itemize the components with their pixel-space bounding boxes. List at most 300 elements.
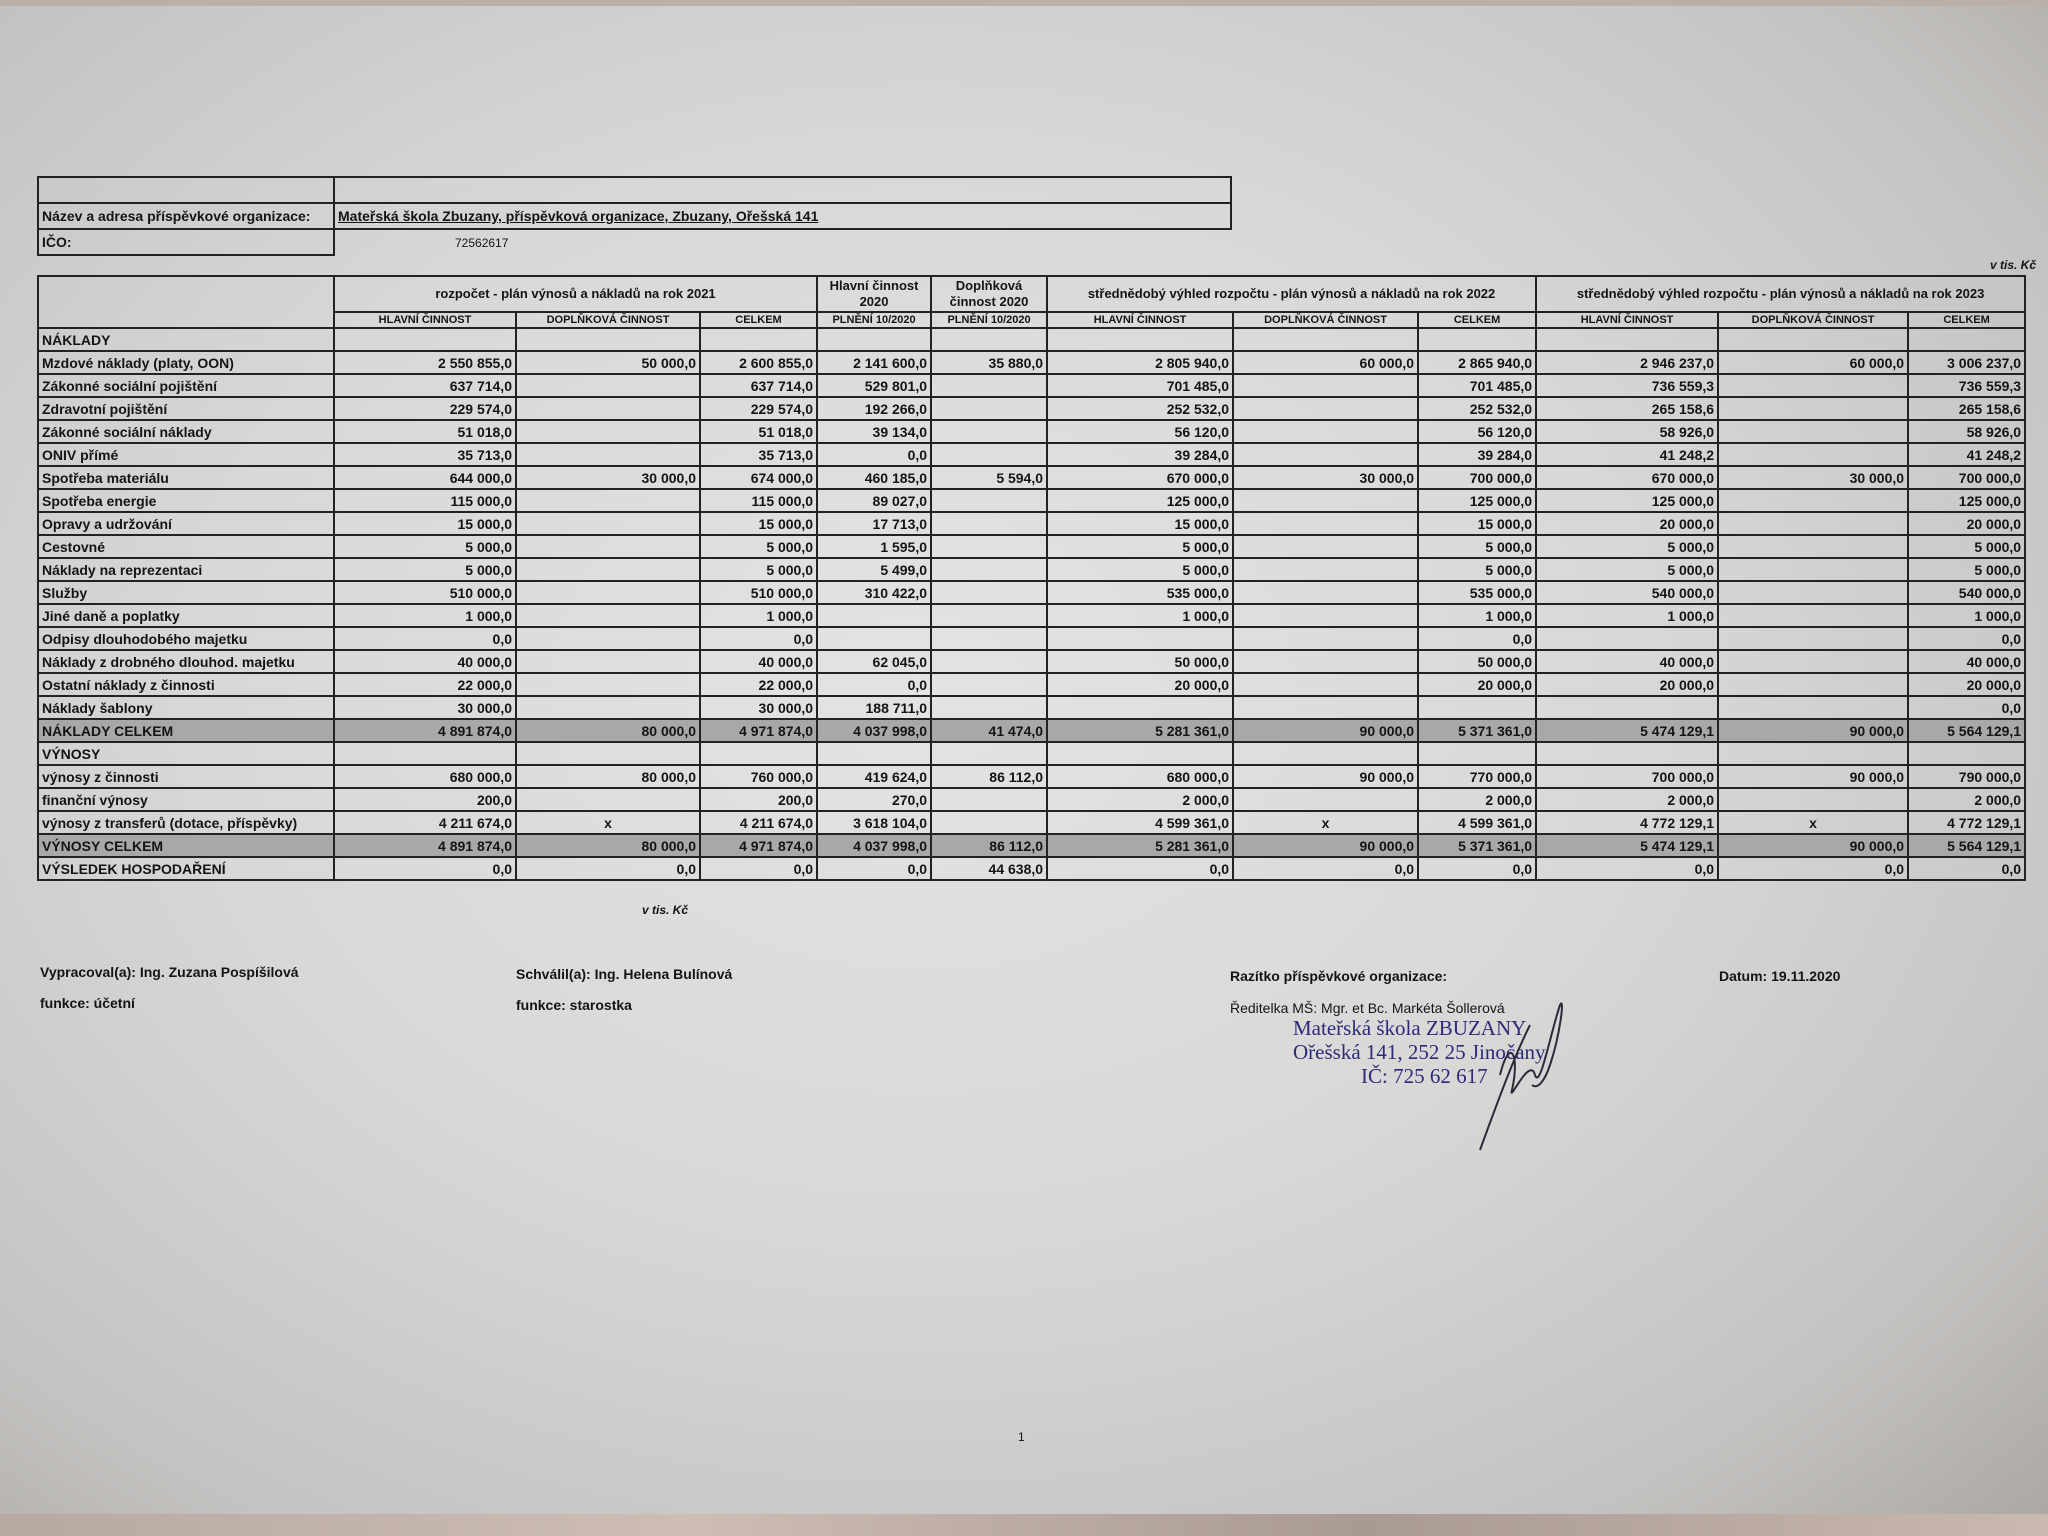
cell-value: 5 564 129,1	[1908, 834, 2025, 857]
cell-value: 5 000,0	[1908, 535, 2025, 558]
section-row	[38, 328, 2025, 351]
cell-value	[1233, 489, 1418, 512]
cell-value: 5 000,0	[1418, 535, 1536, 558]
row-label: Služby	[38, 581, 334, 604]
cell-value	[1233, 558, 1418, 581]
cell-value: 35 713,0	[700, 443, 817, 466]
cell-value: 0,0	[817, 673, 931, 696]
cell-value: 90 000,0	[1718, 719, 1908, 742]
cell-value: 4 599 361,0	[1418, 811, 1536, 834]
table-row	[38, 466, 2025, 489]
cell-value	[516, 788, 700, 811]
org-name-value: Mateřská škola Zbuzany, příspěvková organizace, Zbuzany, Ořešská 141	[334, 203, 1231, 229]
cell-value	[1418, 696, 1536, 719]
subheader-10: CELKEM	[1908, 312, 2025, 328]
table-row	[38, 351, 2025, 374]
cell-value: 58 926,0	[1536, 420, 1718, 443]
table-row	[38, 627, 2025, 650]
row-label: NÁKLADY CELKEM	[38, 719, 334, 742]
cell-value: 39 284,0	[1418, 443, 1536, 466]
cell-value: 0,0	[817, 857, 931, 880]
cell-value: 0,0	[1908, 857, 2025, 880]
cell-value: 0,0	[1047, 857, 1233, 880]
cell-value: 637 714,0	[334, 374, 516, 397]
cell-value: 41 474,0	[931, 719, 1047, 742]
cell-value	[1233, 512, 1418, 535]
cell-value	[1233, 535, 1418, 558]
cell-value: 0,0	[1233, 857, 1418, 880]
cell-value: 510 000,0	[334, 581, 516, 604]
cell-value: 0,0	[1718, 857, 1908, 880]
cell-value: 0,0	[516, 857, 700, 880]
cell-value: 0,0	[334, 857, 516, 880]
cell-value	[1536, 742, 1718, 765]
cell-value: 535 000,0	[1418, 581, 1536, 604]
cell-value: 115 000,0	[334, 489, 516, 512]
cell-value	[931, 788, 1047, 811]
organization-info-table	[37, 176, 1232, 256]
cell-value: 5 000,0	[334, 558, 516, 581]
table-row	[38, 420, 2025, 443]
cell-value	[1047, 627, 1233, 650]
cell-value	[817, 627, 931, 650]
cell-value: 4 891 874,0	[334, 719, 516, 742]
subheader-2: CELKEM	[700, 312, 817, 328]
cell-value: 40 000,0	[700, 650, 817, 673]
cell-value	[516, 673, 700, 696]
row-label: výnosy z transferů (dotace, příspěvky)	[38, 811, 334, 834]
cell-value: 4 211 674,0	[334, 811, 516, 834]
header-hc-2020: Hlavní činnost 2020	[817, 276, 931, 312]
row-label: Spotřeba energie	[38, 489, 334, 512]
cell-value	[931, 397, 1047, 420]
cell-value: 0,0	[700, 627, 817, 650]
ico-label: IČO:	[38, 229, 334, 255]
cell-value: 2 000,0	[1047, 788, 1233, 811]
cell-value	[931, 604, 1047, 627]
cell-value: 4 971 874,0	[700, 834, 817, 857]
cell-value	[931, 512, 1047, 535]
cell-value	[516, 443, 700, 466]
cell-value: 62 045,0	[817, 650, 931, 673]
cell-value	[1233, 650, 1418, 673]
cell-value: x	[1718, 811, 1908, 834]
cell-value: 1 000,0	[1536, 604, 1718, 627]
cell-value: x	[516, 811, 700, 834]
cell-value: 5 594,0	[931, 466, 1047, 489]
cell-value	[1718, 374, 1908, 397]
subheader-5: HLAVNÍ ČINNOST	[1047, 312, 1233, 328]
cell-value: 1 000,0	[1047, 604, 1233, 627]
table-row	[38, 673, 2025, 696]
cell-value	[516, 535, 700, 558]
cell-value: 58 926,0	[1908, 420, 2025, 443]
cell-value: 90 000,0	[1233, 765, 1418, 788]
table-row	[38, 788, 2025, 811]
cell-value: 310 422,0	[817, 581, 931, 604]
cell-value: 252 532,0	[1047, 397, 1233, 420]
cell-value: 39 134,0	[817, 420, 931, 443]
cell-value: 4 772 129,1	[1536, 811, 1718, 834]
cell-value	[931, 558, 1047, 581]
header-dc-2020: Doplňková činnost 2020	[931, 276, 1047, 312]
cell-value: 1 595,0	[817, 535, 931, 558]
cell-value: 760 000,0	[700, 765, 817, 788]
cell-value	[931, 328, 1047, 351]
cell-value: 5 371 361,0	[1418, 719, 1536, 742]
cell-value: 90 000,0	[1233, 719, 1418, 742]
cell-value: 1 000,0	[1908, 604, 2025, 627]
table-row	[38, 765, 2025, 788]
cell-value: 20 000,0	[1908, 512, 2025, 535]
cell-value: 30 000,0	[1718, 466, 1908, 489]
cell-value	[817, 742, 931, 765]
cell-value: 200,0	[334, 788, 516, 811]
cell-value: 644 000,0	[334, 466, 516, 489]
cell-value	[1908, 328, 2025, 351]
prepared-by: Vypracoval(a): Ing. Zuzana Pospíšilová	[40, 964, 299, 980]
cell-value: 460 185,0	[817, 466, 931, 489]
stamp-label: Razítko příspěvkové organizace:	[1230, 968, 1448, 984]
cell-value: 419 624,0	[817, 765, 931, 788]
cell-value	[1233, 788, 1418, 811]
cell-value	[1536, 696, 1718, 719]
cell-value	[1233, 604, 1418, 627]
cell-value: 80 000,0	[516, 719, 700, 742]
cell-value	[1233, 696, 1418, 719]
cell-value	[931, 696, 1047, 719]
cell-value: 670 000,0	[1536, 466, 1718, 489]
director: Ředitelka MŠ: Mgr. et Bc. Markéta Šollerová	[1230, 1000, 1505, 1016]
cell-value: 270,0	[817, 788, 931, 811]
header-blank	[38, 276, 334, 328]
cell-value: 680 000,0	[334, 765, 516, 788]
cell-value: 125 000,0	[1047, 489, 1233, 512]
background-cloth	[0, 1514, 2048, 1536]
cell-value: 200,0	[700, 788, 817, 811]
cell-value	[931, 673, 1047, 696]
table-row	[38, 443, 2025, 466]
cell-value: 35 713,0	[334, 443, 516, 466]
cell-value	[931, 650, 1047, 673]
cell-value: 60 000,0	[1233, 351, 1418, 374]
cell-value: 229 574,0	[700, 397, 817, 420]
cell-value	[931, 535, 1047, 558]
cell-value	[1718, 581, 1908, 604]
background-edge	[0, 0, 2048, 6]
cell-value: 115 000,0	[700, 489, 817, 512]
cell-value	[931, 443, 1047, 466]
table-row	[38, 558, 2025, 581]
cell-value	[1718, 397, 1908, 420]
cell-value: 2 000,0	[1536, 788, 1718, 811]
cell-value: 51 018,0	[700, 420, 817, 443]
table-row	[38, 650, 2025, 673]
cell-value	[1233, 673, 1418, 696]
subheader-0: HLAVNÍ ČINNOST	[334, 312, 516, 328]
cell-value: 56 120,0	[1047, 420, 1233, 443]
cell-value	[1718, 558, 1908, 581]
cell-value: 0,0	[1908, 627, 2025, 650]
table-row	[38, 811, 2025, 834]
cell-value: 20 000,0	[1536, 673, 1718, 696]
cell-value	[1536, 328, 1718, 351]
cell-value: 2 000,0	[1418, 788, 1536, 811]
cell-value: 2 550 855,0	[334, 351, 516, 374]
cell-value: 1 000,0	[1418, 604, 1536, 627]
table-row	[38, 489, 2025, 512]
table-row	[38, 374, 2025, 397]
cell-value	[1233, 581, 1418, 604]
cell-value: 265 158,6	[1536, 397, 1718, 420]
total-row	[38, 719, 2025, 742]
row-label: Jiné daně a poplatky	[38, 604, 334, 627]
row-label: Zákonné sociální pojištění	[38, 374, 334, 397]
cell-value: 20 000,0	[1536, 512, 1718, 535]
cell-value: 0,0	[1908, 696, 2025, 719]
cell-value: x	[1233, 811, 1418, 834]
cell-value	[817, 328, 931, 351]
cell-value: 4 971 874,0	[700, 719, 817, 742]
subheader-8: HLAVNÍ ČINNOST	[1536, 312, 1718, 328]
cell-value	[1233, 443, 1418, 466]
cell-value: 4 599 361,0	[1047, 811, 1233, 834]
cell-value: 680 000,0	[1047, 765, 1233, 788]
cell-value: 700 000,0	[1908, 466, 2025, 489]
cell-value	[1718, 420, 1908, 443]
cell-value: 0,0	[817, 443, 931, 466]
cell-value: 670 000,0	[1047, 466, 1233, 489]
cell-value: 2 946 237,0	[1536, 351, 1718, 374]
cell-value: 4 037 998,0	[817, 834, 931, 857]
cell-value: 2 000,0	[1908, 788, 2025, 811]
table-row	[38, 604, 2025, 627]
row-label: Ostatní náklady z činnosti	[38, 673, 334, 696]
row-label: Cestovné	[38, 535, 334, 558]
cell-value	[1718, 443, 1908, 466]
row-label: VÝNOSY	[38, 742, 334, 765]
cell-value: 5 000,0	[1536, 535, 1718, 558]
cell-value: 5 281 361,0	[1047, 834, 1233, 857]
row-label: výnosy z činnosti	[38, 765, 334, 788]
cell-value	[931, 811, 1047, 834]
cell-value	[1047, 696, 1233, 719]
cell-value	[516, 581, 700, 604]
cell-value: 0,0	[1418, 627, 1536, 650]
cell-value: 15 000,0	[1047, 512, 1233, 535]
cell-value: 0,0	[1536, 857, 1718, 880]
cell-value	[334, 742, 516, 765]
subheader-9: DOPLŇKOVÁ ČINNOST	[1718, 312, 1908, 328]
cell-value: 674 000,0	[700, 466, 817, 489]
subheader-6: DOPLŇKOVÁ ČINNOST	[1233, 312, 1418, 328]
cell-value	[1233, 420, 1418, 443]
row-label: Mzdové náklady (platy, OON)	[38, 351, 334, 374]
cell-value: 5 000,0	[1536, 558, 1718, 581]
cell-value: 265 158,6	[1908, 397, 2025, 420]
cell-value: 540 000,0	[1908, 581, 2025, 604]
cell-value	[1233, 328, 1418, 351]
header-2023: střednědobý výhled rozpočtu - plán výnosů a nákladů na rok 2023	[1536, 276, 2025, 312]
cell-value: 1 000,0	[334, 604, 516, 627]
row-label: NÁKLADY	[38, 328, 334, 351]
cell-value: 188 711,0	[817, 696, 931, 719]
cell-value	[516, 742, 700, 765]
cell-value: 41 248,2	[1908, 443, 2025, 466]
cell-value: 35 880,0	[931, 351, 1047, 374]
cell-value: 510 000,0	[700, 581, 817, 604]
cell-value	[931, 420, 1047, 443]
cell-value: 790 000,0	[1908, 765, 2025, 788]
cell-value: 3 618 104,0	[817, 811, 931, 834]
row-label: Opravy a udržování	[38, 512, 334, 535]
cell-value	[931, 742, 1047, 765]
cell-value: 50 000,0	[516, 351, 700, 374]
cell-value: 56 120,0	[1418, 420, 1536, 443]
cell-value: 540 000,0	[1536, 581, 1718, 604]
cell-value: 90 000,0	[1233, 834, 1418, 857]
table-row	[38, 857, 2025, 880]
cell-value	[1718, 696, 1908, 719]
row-label: Zdravotní pojištění	[38, 397, 334, 420]
cell-value: 15 000,0	[700, 512, 817, 535]
budget-table	[37, 275, 2026, 881]
table-row	[38, 397, 2025, 420]
cell-value: 4 891 874,0	[334, 834, 516, 857]
cell-value	[1718, 650, 1908, 673]
cell-value: 40 000,0	[1536, 650, 1718, 673]
cell-value: 2 600 855,0	[700, 351, 817, 374]
cell-value: 3 006 237,0	[1908, 351, 2025, 374]
cell-value: 5 000,0	[334, 535, 516, 558]
ico-value: 72562617	[455, 235, 509, 250]
cell-value: 701 485,0	[1418, 374, 1536, 397]
cell-value	[1718, 535, 1908, 558]
cell-value: 5 000,0	[1418, 558, 1536, 581]
cell-value	[1233, 397, 1418, 420]
cell-value	[931, 581, 1047, 604]
cell-value: 4 211 674,0	[700, 811, 817, 834]
stamp-line-2: Ořešská 141, 252 25 Jinočany	[1293, 1040, 1546, 1064]
cell-value: 86 112,0	[931, 765, 1047, 788]
cell-value: 20 000,0	[1908, 673, 2025, 696]
cell-value: 22 000,0	[700, 673, 817, 696]
cell-value: 50 000,0	[1418, 650, 1536, 673]
cell-value	[1233, 374, 1418, 397]
row-label: Náklady na reprezentaci	[38, 558, 334, 581]
cell-value: 125 000,0	[1908, 489, 2025, 512]
cell-value: 4 037 998,0	[817, 719, 931, 742]
cell-value: 39 284,0	[1047, 443, 1233, 466]
cell-value: 5 000,0	[1047, 535, 1233, 558]
cell-value: 736 559,3	[1536, 374, 1718, 397]
cell-value	[1908, 742, 2025, 765]
cell-value: 252 532,0	[1418, 397, 1536, 420]
cell-value: 17 713,0	[817, 512, 931, 535]
cell-value	[1718, 742, 1908, 765]
cell-value: 4 772 129,1	[1908, 811, 2025, 834]
subheader-1: DOPLŇKOVÁ ČINNOST	[516, 312, 700, 328]
cell-value	[1418, 328, 1536, 351]
cell-value	[516, 696, 700, 719]
header-2022: střednědobý výhled rozpočtu - plán výnosů a nákladů na rok 2022	[1047, 276, 1536, 312]
row-label: VÝSLEDEK HOSPODAŘENÍ	[38, 857, 334, 880]
cell-value	[516, 627, 700, 650]
table-row	[38, 512, 2025, 535]
cell-value: 535 000,0	[1047, 581, 1233, 604]
cell-value	[1718, 788, 1908, 811]
table-row	[38, 535, 2025, 558]
row-label: Odpisy dlouhodobého majetku	[38, 627, 334, 650]
total-row	[38, 834, 2025, 857]
cell-value: 5 000,0	[1047, 558, 1233, 581]
cell-value: 90 000,0	[1718, 834, 1908, 857]
stamp-line-3: IČ: 725 62 617	[1361, 1064, 1488, 1088]
cell-value: 41 248,2	[1536, 443, 1718, 466]
cell-value: 30 000,0	[516, 466, 700, 489]
cell-value: 192 266,0	[817, 397, 931, 420]
approved-by-role: funkce: starostka	[516, 997, 632, 1013]
cell-value: 5 281 361,0	[1047, 719, 1233, 742]
cell-value: 15 000,0	[1418, 512, 1536, 535]
cell-value: 40 000,0	[1908, 650, 2025, 673]
cell-value: 701 485,0	[1047, 374, 1233, 397]
page-number: 1	[1018, 1430, 1025, 1444]
cell-value: 5 474 129,1	[1536, 834, 1718, 857]
cell-value	[931, 627, 1047, 650]
cell-value: 15 000,0	[334, 512, 516, 535]
cell-value: 5 000,0	[700, 535, 817, 558]
row-label: ONIV přímé	[38, 443, 334, 466]
subheader-3: PLNĚNÍ 10/2020	[817, 312, 931, 328]
unit-note-bottom: v tis. Kč	[642, 903, 689, 917]
cell-value: 30 000,0	[334, 696, 516, 719]
row-label: Náklady z drobného dlouhod. majetku	[38, 650, 334, 673]
cell-value	[817, 604, 931, 627]
cell-value	[516, 558, 700, 581]
cell-value: 44 638,0	[931, 857, 1047, 880]
prepared-by-role: funkce: účetní	[40, 995, 135, 1011]
cell-value	[516, 397, 700, 420]
cell-value: 0,0	[334, 627, 516, 650]
cell-value: 20 000,0	[1047, 673, 1233, 696]
cell-value: 90 000,0	[1718, 765, 1908, 788]
cell-value: 229 574,0	[334, 397, 516, 420]
subheader-7: CELKEM	[1418, 312, 1536, 328]
cell-value: 5 000,0	[700, 558, 817, 581]
unit-note-top: v tis. Kč	[1990, 258, 2037, 272]
cell-value: 2 805 940,0	[1047, 351, 1233, 374]
org-name-label: Název a adresa příspěvkové organizace:	[38, 203, 334, 229]
cell-value: 1 000,0	[700, 604, 817, 627]
cell-value	[1718, 328, 1908, 351]
row-label: Spotřeba materiálu	[38, 466, 334, 489]
cell-value: 22 000,0	[334, 673, 516, 696]
cell-value	[1718, 512, 1908, 535]
date: Datum: 19.11.2020	[1719, 968, 1841, 984]
cell-value	[1718, 489, 1908, 512]
cell-value	[1233, 627, 1418, 650]
cell-value: 5 371 361,0	[1418, 834, 1536, 857]
cell-value: 5 000,0	[1908, 558, 2025, 581]
cell-value	[516, 374, 700, 397]
cell-value: 5 474 129,1	[1536, 719, 1718, 742]
cell-value: 736 559,3	[1908, 374, 2025, 397]
cell-value	[516, 604, 700, 627]
cell-value: 637 714,0	[700, 374, 817, 397]
cell-value: 80 000,0	[516, 834, 700, 857]
cell-value: 50 000,0	[1047, 650, 1233, 673]
